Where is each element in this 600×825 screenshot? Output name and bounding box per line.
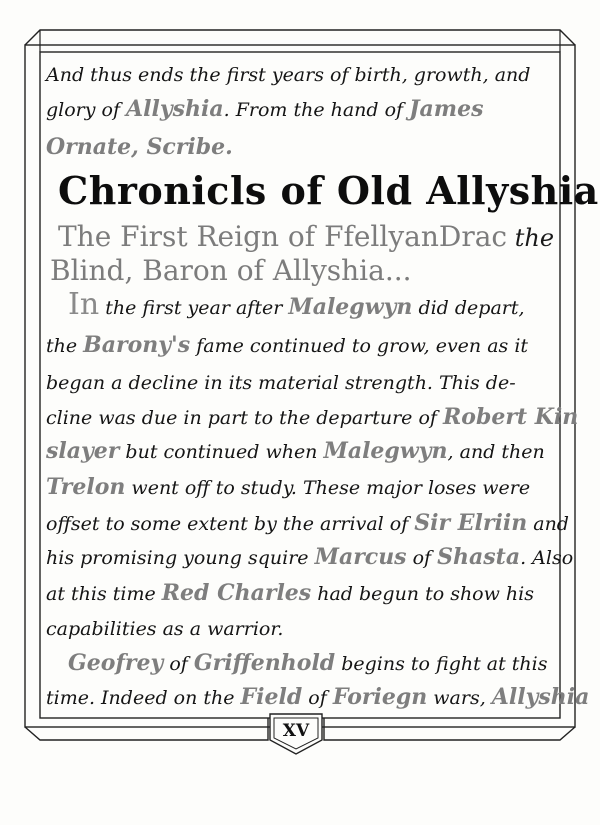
- text-line: Trelon went off to study. These major loses were: [46, 474, 531, 500]
- text-line: In the first year after Malegwyn did depart,: [68, 287, 525, 322]
- text-line: time. Indeed on the Field of Foriegn wars, Allyshia: [46, 684, 590, 710]
- text-line: And thus ends the first years of birth, growth, and: [46, 64, 531, 86]
- text-line: Ornate, Scribe.: [46, 134, 233, 160]
- text-line: Geofrey of Griffenhold begins to fight at this: [68, 650, 548, 676]
- text-line: glory of Allyshia. From the hand of James: [46, 96, 484, 122]
- page-title: Chronicls of Old Allyshia: [58, 168, 599, 213]
- subheading-line-1: The First Reign of FfellyanDrac the: [58, 220, 555, 253]
- text-line: his promising young squire Marcus of Shasta. Also: [46, 544, 574, 570]
- text-line: capabilities as a warrior.: [46, 618, 284, 640]
- text-line: offset to some extent by the arrival of Sir Elriin and: [46, 510, 569, 536]
- text-line: the Barony's fame continued to grow, even as it: [46, 332, 529, 358]
- text-line: cline was due in part to the departure of Robert Kin: [46, 404, 579, 430]
- text-line: at this time Red Charles had begun to show his: [46, 580, 534, 606]
- text-line: began a decline in its material strength. This de-: [46, 372, 516, 394]
- page-number: XV: [282, 721, 310, 741]
- chronicle-body: [46, 287, 590, 825]
- text-line: slayer but continued when Malegwyn, and then: [46, 438, 545, 464]
- subheading-line-2: Blind, Baron of Allyshia...: [50, 254, 412, 287]
